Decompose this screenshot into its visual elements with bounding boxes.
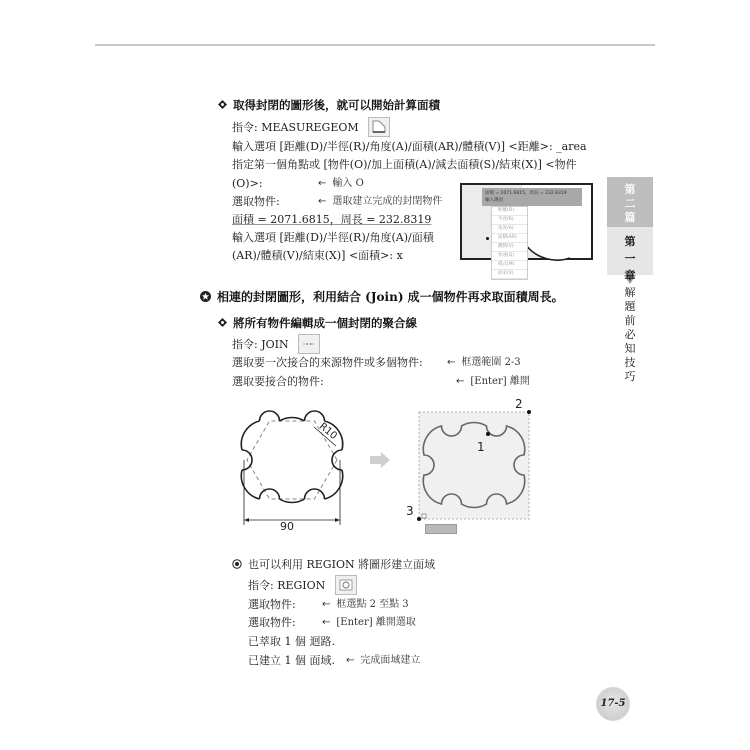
menu-item-area[interactable]: 面積(AR) xyxy=(492,234,527,243)
arrow-left-icon: ← xyxy=(322,599,331,610)
point-label-1: 1 xyxy=(477,440,485,454)
measure-area-icon xyxy=(368,117,390,137)
figure-joined-polyline xyxy=(415,398,540,538)
popup-options-menu xyxy=(491,206,528,280)
area-result-line: 面積 = 2071.6815，周長 = 232.8319 xyxy=(232,213,432,226)
measuregeom-command xyxy=(232,118,390,138)
options-line-2: 指定第一個角點或 [物件(O)/加上面積(A)/減去面積(S)/結束(X)] <物件 xyxy=(232,158,577,171)
note-select-closed: ← 選取建立完成的封閉物件 xyxy=(318,196,443,207)
menu-item-angle[interactable]: 角度(A) xyxy=(492,225,527,234)
command-text: 指令: MEASUREGEOM xyxy=(232,121,359,134)
options-line-5: (AR)/體積(V)/結束(X)] <面積>: x xyxy=(232,249,403,262)
arrow-left-icon: ← xyxy=(456,376,465,387)
dimension-width-label: 90 xyxy=(280,520,294,533)
dimension-radius-label: R10 xyxy=(316,420,339,443)
figure-six-lobe-outline xyxy=(228,398,356,534)
right-arrow-icon xyxy=(370,452,390,468)
diamond-bullet-icon xyxy=(218,318,227,327)
section2-heading: 相連的封閉圖形，利用結合 (Join) 成一個物件再求取面積周長。 xyxy=(200,288,564,306)
arrow-left-icon: ← xyxy=(318,178,327,189)
note-enter-exit: ← [Enter] 離開 xyxy=(456,376,530,387)
part-label: 第 二 篇 xyxy=(607,177,653,227)
menu-item-mode[interactable]: 模式(M) xyxy=(492,261,527,270)
options-line-4: 輸入選項 [距離(D)/半徑(R)/角度(A)/面積 xyxy=(232,231,434,244)
region-extracted: 已萃取 1 個 迴路. xyxy=(248,635,335,648)
heading-text: 取得封閉的圖形後，就可以開始計算面積 xyxy=(233,98,440,112)
point-label-3: 3 xyxy=(406,504,414,518)
point-label-2: 2 xyxy=(515,397,523,411)
chapter-side-tab xyxy=(607,177,653,384)
menu-item-volume[interactable]: 體積(V) xyxy=(492,243,527,252)
select-objects-line: 選取物件: xyxy=(232,195,280,208)
arrow-left-icon: ← xyxy=(447,357,456,368)
region-select-2: 選取物件: xyxy=(248,616,296,629)
radio-bullet-icon xyxy=(232,559,242,569)
chapter-label: 第 一 章 xyxy=(607,227,653,275)
arrow-left-icon: ← xyxy=(318,196,327,207)
join-select-objects: 選取要接合的物件: xyxy=(232,375,324,388)
region-created: 已建立 1 個 面域. xyxy=(248,654,335,667)
note-region-done: ← 完成面域建立 xyxy=(346,655,421,666)
note-window-select-2-3: ← 框選點 2 至點 3 xyxy=(322,599,409,610)
options-line-1: 輸入選項 [距離(D)/半徑(R)/角度(A)/面積(AR)/體積(V)] <距離>: _area xyxy=(232,140,587,153)
menu-item-exit[interactable]: 結束(X) xyxy=(492,270,527,279)
star-circle-bullet-icon xyxy=(200,291,211,302)
region-icon xyxy=(335,575,357,595)
region-select-1: 選取物件: xyxy=(248,598,296,611)
menu-item-distance[interactable]: 距離(D) xyxy=(492,207,527,216)
page-number: 17-5 xyxy=(596,687,630,721)
diamond-bullet-icon xyxy=(218,100,227,109)
popup-header: 面積 = 2071.6815，周長 = 232.8319 輸入選項 xyxy=(482,188,582,206)
chapter-title: 解 題 前 必 知 技 巧 xyxy=(624,286,636,383)
cursor-tooltip xyxy=(425,524,457,534)
arrow-left-icon: ← xyxy=(322,617,331,628)
options-line-3: (O)>: xyxy=(232,177,263,190)
section3-heading: 也可以利用 REGION 將圖形建立面域 xyxy=(232,556,435,574)
menu-item-radius[interactable]: 半徑(R) xyxy=(492,216,527,225)
menu-item-quick[interactable]: 快速(Q) xyxy=(492,252,527,261)
section1-heading xyxy=(218,96,440,114)
arrow-left-icon: ← xyxy=(346,655,355,666)
join-icon xyxy=(298,334,320,354)
join-command: 指令: JOIN xyxy=(232,335,320,355)
note-input-o: ← 輸入 O xyxy=(318,178,364,189)
note-enter-exit-select: ← [Enter] 離開選取 xyxy=(322,617,416,628)
note-window-select: ← 框選範圍 2-3 xyxy=(447,357,521,368)
join-select-source: 選取要一次接合的來源物件或多個物件: xyxy=(232,356,423,369)
header-rule xyxy=(95,44,655,46)
region-command: 指令: REGION xyxy=(248,576,357,596)
section2-subheading: 將所有物件編輯成一個封閉的聚合線 xyxy=(218,314,417,332)
